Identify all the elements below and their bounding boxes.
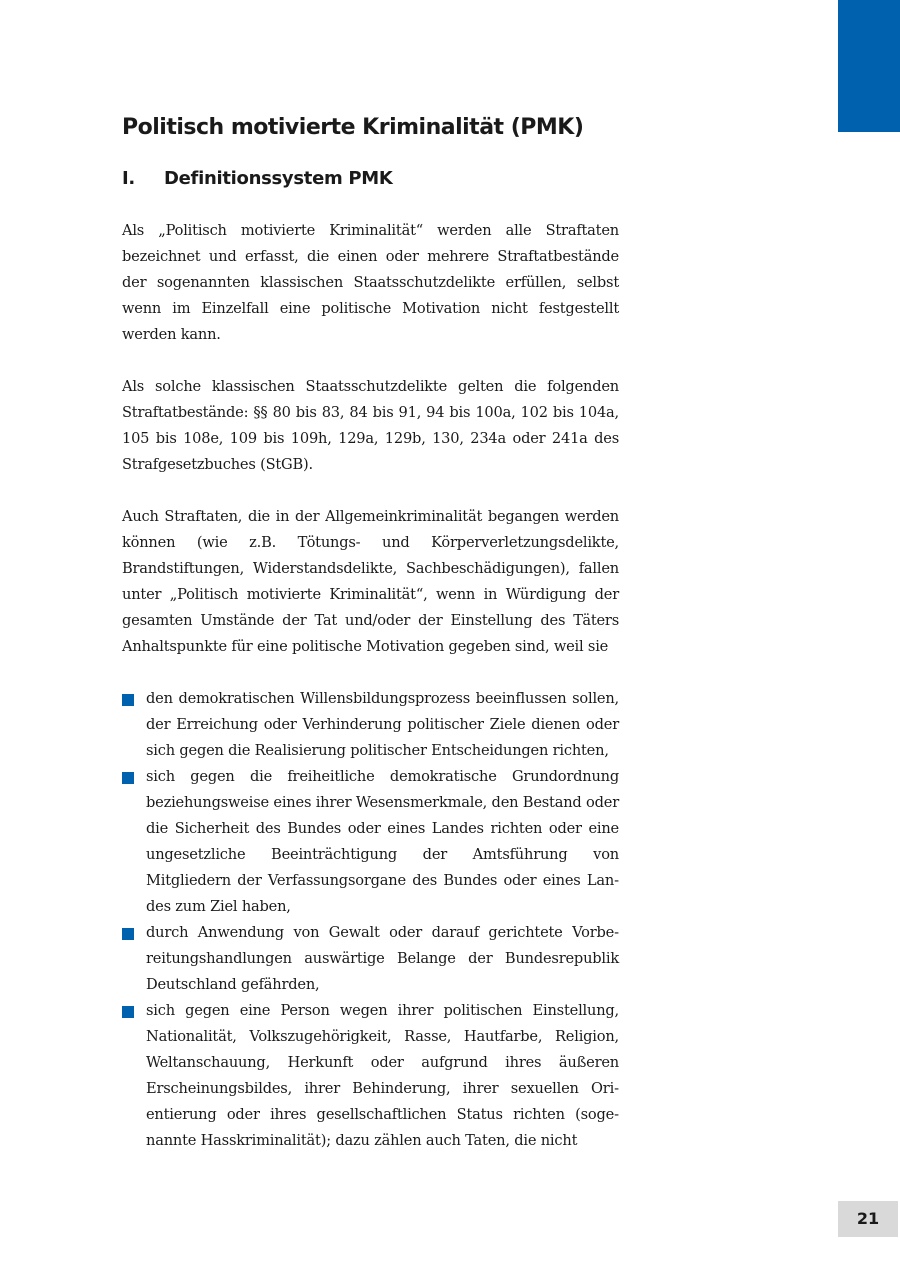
section-number: I. [122,168,135,189]
page-title: Politisch motivierte Kriminalität (PMK) [122,115,584,140]
section-title: Definitionssystem PMK [164,168,393,189]
paragraph-staatsschutzdelikte: Als solche klassischen Staatsschutzdelikte gelten die folgenden Straftatbestände: §§ 80 bis 83, 84 bis 91, 94 bis 100a, 102 bis 104a, 105 bis 108e, 109 bis 109h, 129a, 129b, 130, 234a oder 241a des Strafgesetzbuches (StGB). [122,378,619,473]
list-item-text: sich gegen die freiheitliche demokratische Grundordnung beziehungsweise eines ihrer Wesensmerkmale, den Bestand oder die Sicherheit des Bundes oder eines Landes richten oder eine ungesetzliche Beeinträchtigung der Amtsführung von Mitgliedern der Verfassungsorgane des Bundes oder eines Landes zum Ziel haben, [146,768,619,915]
list-item-text: durch Anwendung von Gewalt oder darauf gerichtete Vorbereitungshandlungen auswärtige Belange der Bundesrepublik Deutschland gefährden, [146,924,619,993]
paragraph-definition: Als „Politisch motivierte Kriminalität“ werden alle Straftaten bezeichnet und erfasst, die einen oder mehrere Straftatbestände der sogenannten klassischen Staatsschutzdelikte erfüllen, selbst wenn im Einzelfall eine politische Motivation nicht festgestellt werden kann. [122,222,619,343]
list-item [122,998,619,1154]
list-item [122,920,619,998]
page-number: 21 [838,1201,898,1237]
square-bullet-icon [122,928,134,940]
chapter-color-tab [838,0,900,132]
list-item [122,764,619,920]
list-item-text: sich gegen eine Person wegen ihrer politischen Einstellung, Nationalität, Volkszugehörigkeit, Rasse, Hautfarbe, Religion, Weltanschauung, Herkunft oder aufgrund ihres äußeren Erscheinungsbildes, ihrer Behinderung, ihrer sexuellen Orientierung oder ihres gesellschaftlichen Status richten (sogenannte Hasskriminalität); dazu zählen auch Taten, die nicht [146,1002,619,1149]
square-bullet-icon [122,694,134,706]
square-bullet-icon [122,772,134,784]
paragraph-allgemeinkriminalitaet: Auch Straftaten, die in der Allgemeinkriminalität begangen werden können (wie z.B. Tötungs- und Körperverletzungsdelikte, Brandstiftungen, Widerstandsdelikte, Sachbeschädigungen), fallen unter „Politisch motivierte Kriminalität“, wenn in Würdigung der gesamten Umstände der Tat und/oder der Einstellung des Täters Anhaltspunkte für eine politische Motivation gegeben sind, weil sie [122,508,619,655]
square-bullet-icon [122,1006,134,1018]
criteria-list [122,686,619,1154]
page-content [122,112,619,1154]
section-heading [122,166,619,192]
list-item-text: den demokratischen Willensbildungsprozess beeinflussen sollen, der Erreichung oder Verhinderung politischer Ziele dienen oder sich gegen die Realisierung politischer Entscheidungen richten, [146,690,619,759]
list-item [122,686,619,764]
